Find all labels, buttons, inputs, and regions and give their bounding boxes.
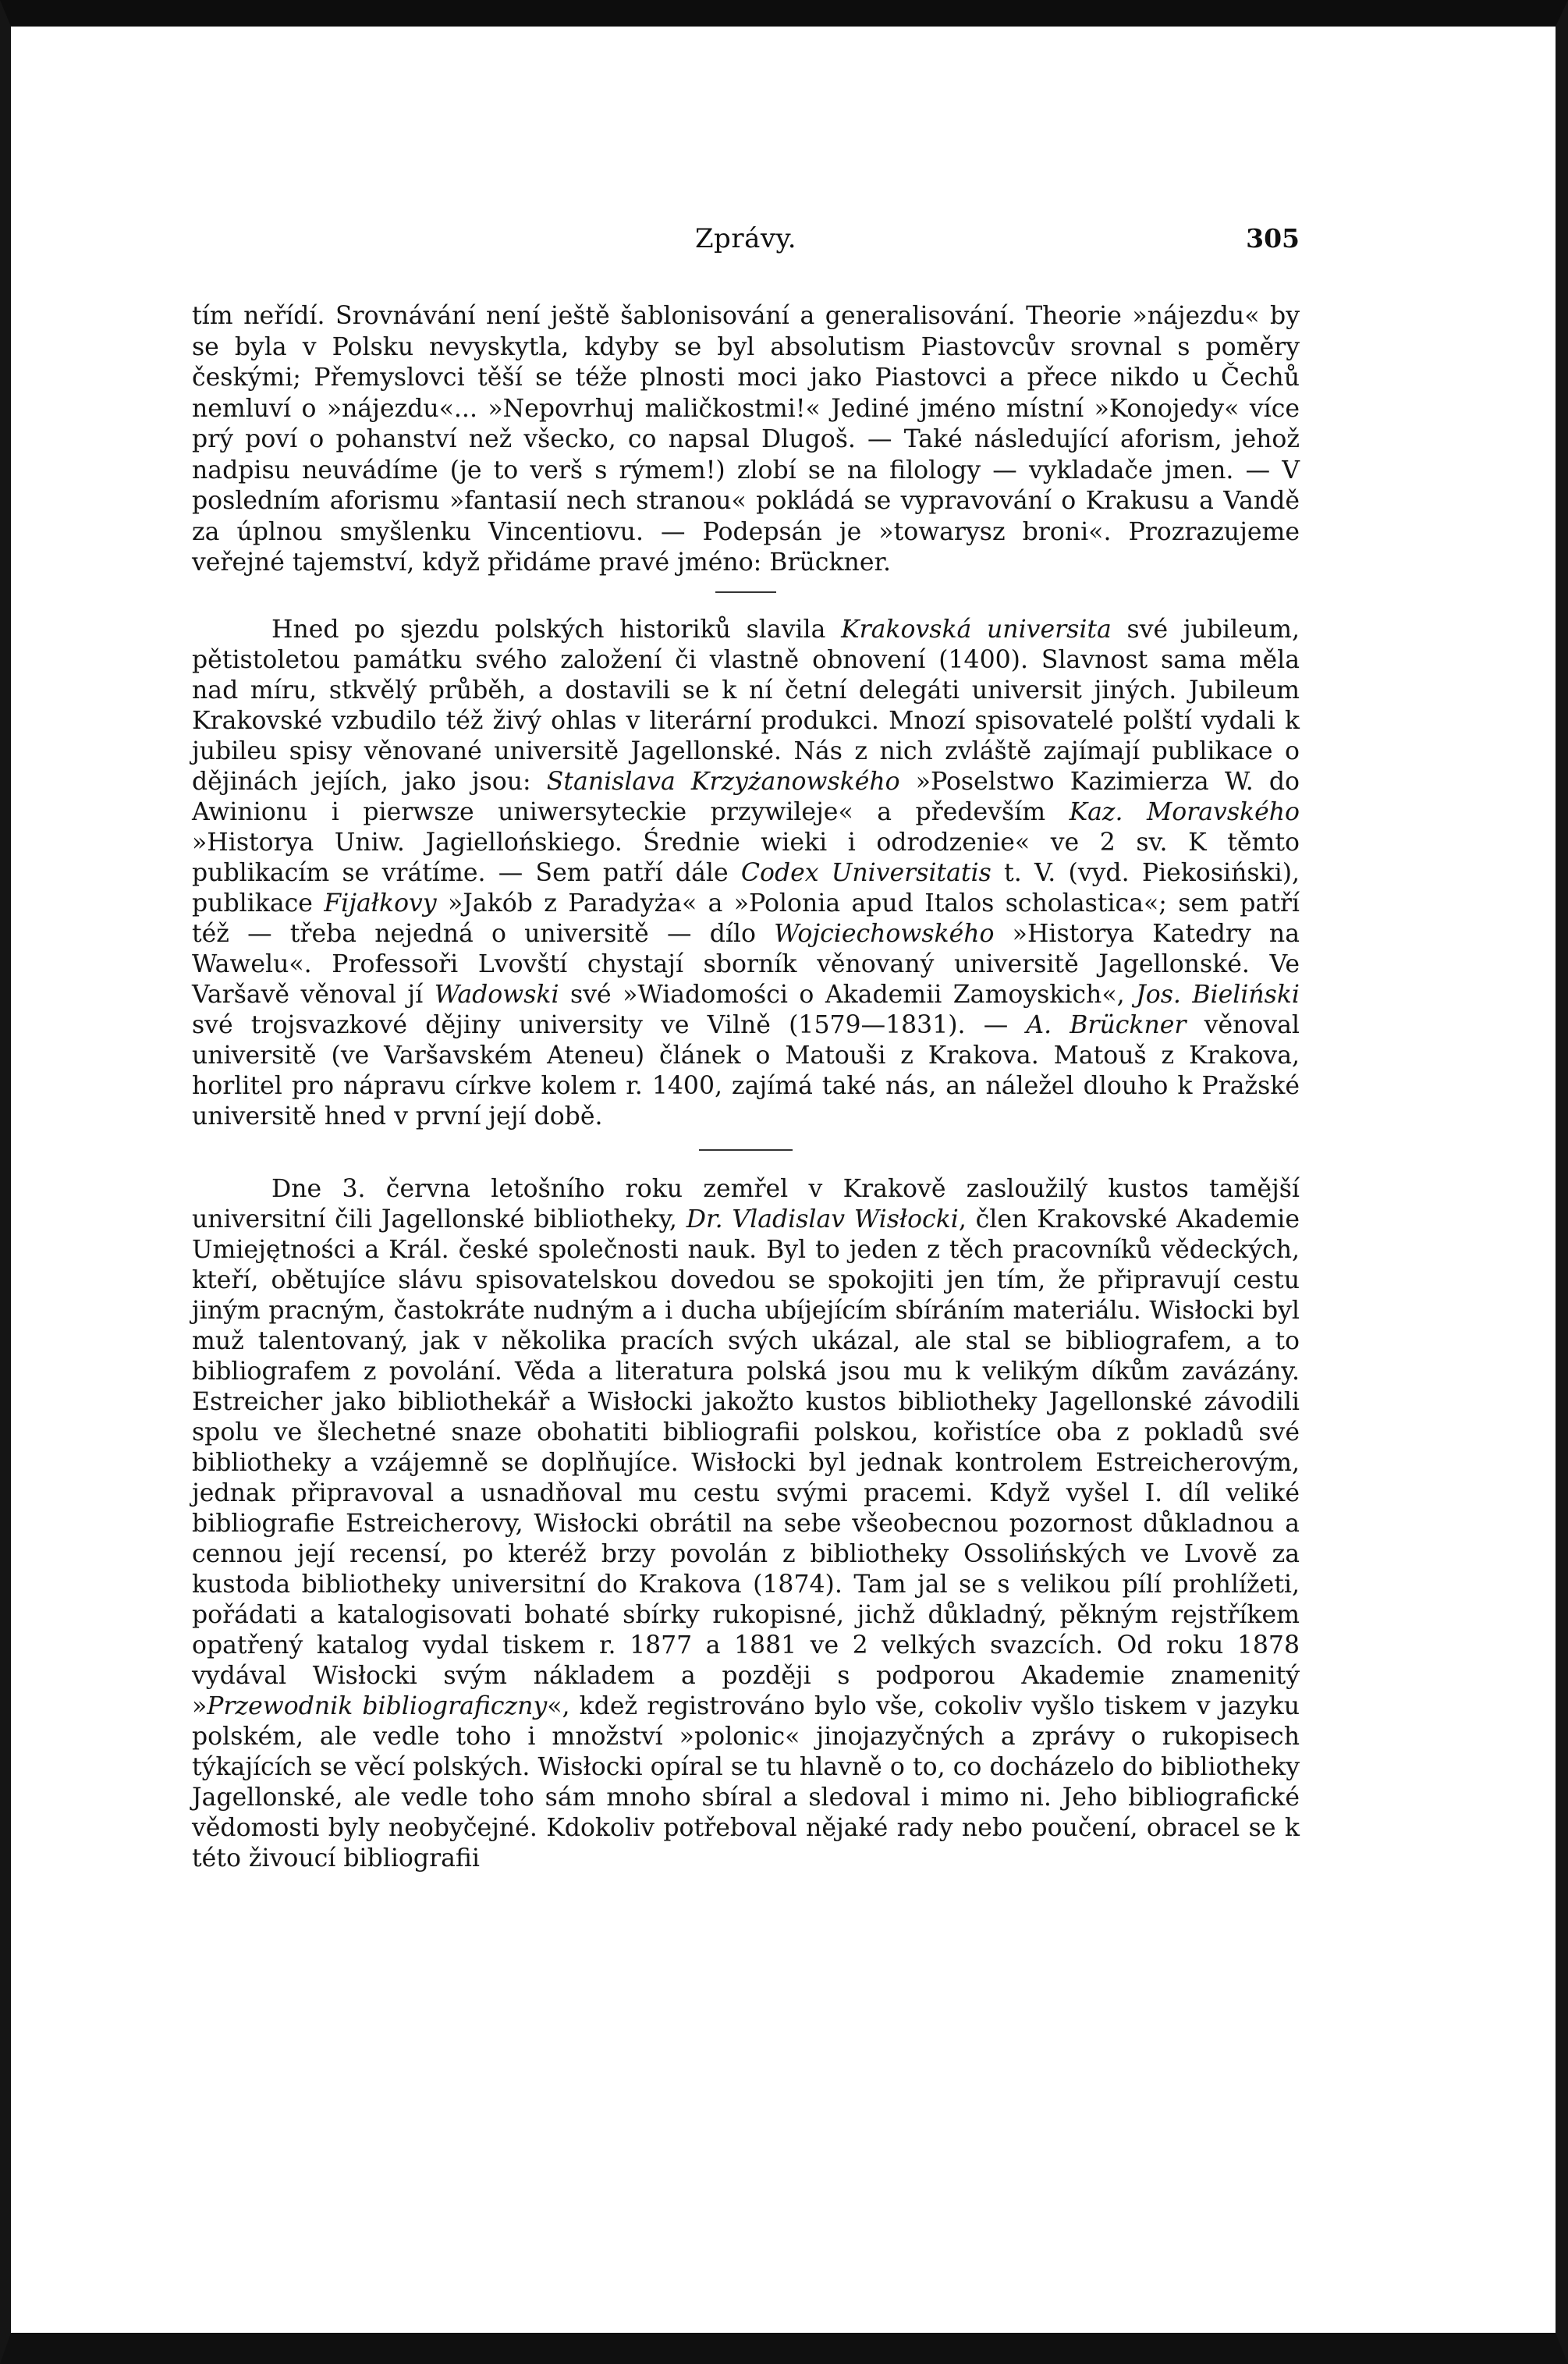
italic-name: A. Brückner: [1026, 1010, 1187, 1039]
running-title: Zprávy.: [694, 223, 797, 254]
text-run: své trojsvazkové dějiny university ve Vilně (1579—1831). —: [192, 1010, 1027, 1039]
paragraph-1: tím neřídí. Srovnávání není ještě šablonisování a generalisování. Theorie »nájezdu« by se byla v Polsku nevyskytla, kdyby se byl absolutism Piastovcův srovnal s poměry českými; Přemyslovci těší se téže plnosti moci jako Piastovci a přece nikdo u Čechů nemluví o »nájezdu«... »Nepovrhuj maličkostmi!« Jediné jméno místní »Konojedy« více prý poví o pohanství než všecko, co napsal Dlugoš. — Také následující aforism, jehož nadpisu neuvádíme (je to verš s rýmem!) zlobí se na filology — vykladače jmen. — V posledním aforismu »fantasií nech stranou« pokládá se vypravování o Krakusu a Vandě za úplnou smyšlenku Vincentiovu. — Podepsán je »towarysz broni«. Prozrazujeme veřejné tajemství, když přidáme pravé jméno: Brückner.: [192, 302, 1300, 577]
section-divider: [715, 591, 776, 593]
italic-name: Wojciechowského: [774, 919, 995, 948]
page-number: 305: [1246, 223, 1300, 254]
italic-name: Krakovská universita: [841, 615, 1112, 644]
text-run: »Historya Uniw. Jagiellońskiego. Średnie wieki i odrodzenie« ve 2 sv. K těmto publikacím se vrátíme. — Sem patří dále: [192, 828, 1300, 887]
paragraph-3: [192, 1174, 1300, 1874]
text-run: věnoval universitě (ve Varšavském Ateneu) článek o Matouši z Krakova. Matouš z Krakova, horlitel pro nápravu církve kolem r. 1400, zajímá také nás, an náležel dlouho k Pražské universitě hned v první její době.: [192, 1010, 1300, 1131]
page-header: [192, 223, 1300, 270]
italic-name: Codex Universitatis: [740, 858, 992, 887]
italic-name: Wadowski: [434, 980, 559, 1009]
italic-name: Przewodnik bibliograficzny: [207, 1691, 548, 1720]
text-run: , člen Krakovské Akademie Umiejętności a Král. české společnosti nauk. Byl to jeden z těch pracovníků vědeckých, kteří, obětujíce slávu spisovatelskou dovedou se spokojiti jen tím, že připravují cestu jiným pracným, častokráte nudným a i ducha ubíjejícím sbíráním materiálu. Wisłocki byl muž talentovaný, jak v několika pracích svých ukázal, ale stal se bibliografem, a to bibliografem z povolání. Věda a literatura polská jsou mu k velikým díkům zavázány. Estreicher jako bibliothekář a Wisłocki jakožto kustos bibliotheky Jagellonské závodili spolu ve šlechetné snaze obohatiti bibliografii polskou, kořistíce oba z pokladů své bibliotheky a vzájemně se doplňujíce. Wisłocki byl jednak kontrolem Estreicherovým, jednak připravoval a usnadňoval mu cestu svými pracemi. Když vyšel I. díl veliké bibliografie Estreicherovy, Wisłocki obrátil na sebe všeobecnou pozornost důkladnou a cennou její recensí, po kteréž brzy povolán z bibliotheky Ossolińských ve Lvově za kustoda bibliotheky universitní do Krakova (1874). Tam jal se s velikou pílí prohlížeti, pořádati a katalogisovati bohaté sbírky rukopisné, jichž důkladný, pěkným rejstříkem opatřený katalog vydal tiskem r. 1877 a 1881 ve 2 velkých svazcích. Od roku 1878 vydával Wisłocki svým nákladem a později s podporou Akademie znamenitý »: [192, 1205, 1300, 1720]
text-run: »Jakób z Paradyża« a »Polonia apud Italos scholastica«; sem patří též — třeba nejedná o universitě — dílo: [192, 889, 1300, 948]
section-divider: [699, 1149, 793, 1151]
text-run: své jubileum, pětistoletou památku svého založení či vlastně obnovení (1400). Slavnost sama měla nad míru, stkvělý průběh, a dostavili se k ní četní delegáti universit jiných. Jubileum Krakovské vzbudilo též živý ohlas v literární produkci. Mnozí spisovatelé polští vydali k jubileu spisy věnované universitě Jagellonské. Nás z nich zvláště zajímají publikace o dějinách jejích, jako jsou:: [192, 615, 1300, 796]
italic-name: Kaz. Moravského: [1069, 797, 1300, 826]
text-run: «, kdež registrováno bylo vše, cokoliv vyšlo tiskem v jazyku polském, ale vedle toho i množství »polonic« jinojazyčných a zprávy o rukopisech týkajících se věcí polských. Wisłocki opíral se tu hlavně o to, co docházelo do bibliotheky Jagellonské, ale vedle toho sám mnoho sbíral a sledoval i mimo ni. Jeho bibliografické vědomosti byly neobyčejné. Kdokoliv potřeboval nějaké rady nebo poučení, obracel se k této živoucí bibliografii: [192, 1691, 1300, 1872]
text-run: t. V. (vyd. Piekosiński), publikace: [192, 858, 1300, 918]
article-body: [192, 301, 1300, 1874]
italic-name: Fijałkovy: [324, 889, 437, 918]
text-run: Hned po sjezdu polských historiků slavila: [271, 615, 842, 644]
text-run: »Poselstwo Kazimierza W. do Awinionu i pierwsze uniwersyteckie przywileje« a především: [192, 767, 1300, 826]
text-run: Dne 3. června letošního roku zemřel v Krakově zasloužilý kustos tamější universitní čili Jagellonské bibliotheky,: [192, 1174, 1300, 1233]
italic-name: Dr. Vladislav Wisłocki: [686, 1205, 959, 1233]
paragraph-2: [192, 615, 1300, 1132]
text-run: své »Wiadomości o Akademii Zamoyskich«,: [559, 980, 1137, 1009]
italic-name: Jos. Bieliński: [1136, 980, 1300, 1009]
text-run: »Historya Katedry na Wawelu«. Professoři Lvovští chystají sborník věnovaný universitě Jagellonské. Ve Varšavě věnoval jí: [192, 919, 1300, 1009]
italic-name: Stanislava Krzyżanowského: [546, 767, 900, 796]
